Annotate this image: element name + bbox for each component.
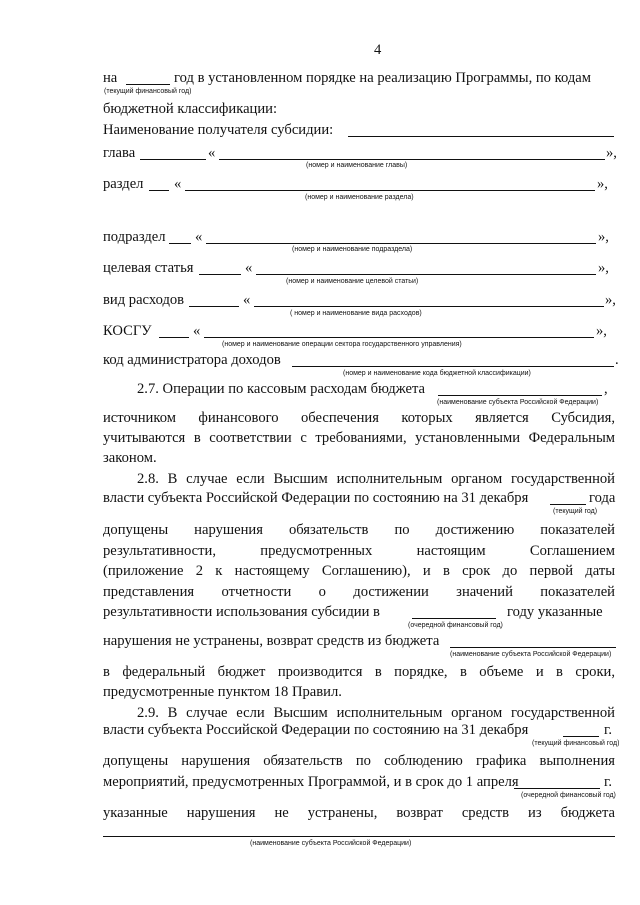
admin-label: код администратора доходов [103, 352, 281, 368]
p28-line2: власти субъекта Российской Федерации по состоянию на 31 декабря [103, 490, 529, 506]
p29-year-blank [563, 736, 599, 737]
p29-note-cur: (текущий финансовый год) [532, 740, 620, 747]
podrazdel-code-blank [169, 243, 191, 244]
podrazdel-close-quote: », [598, 229, 609, 245]
kosgu-open-quote: « [193, 323, 201, 339]
podrazdel-label: подраздел [103, 229, 166, 245]
razdel-label: раздел [103, 176, 144, 192]
note-current-fin-year: (текущий финансовый год) [104, 88, 192, 95]
vid-note: ( номер и наименование вида расходов) [290, 310, 422, 317]
p27-line2: источником финансового обеспечения которых является Субсидия, [103, 410, 615, 426]
p28-note-next: (очередной финансовый год) [408, 622, 503, 629]
line-na-post: год в установленном порядке на реализацию Программы, по кодам [174, 70, 591, 86]
kosgu-name-blank [204, 337, 594, 338]
p29-note-next: (очередной финансовый год) [521, 792, 616, 799]
celevaya-name-blank [256, 274, 596, 275]
p27-line3: учитываются в соответствии с требованиями, установленными Федеральным [103, 430, 615, 446]
p28-line6: представления отчетности о достижении значений показателей [103, 584, 615, 600]
recipient-blank [348, 136, 614, 137]
vid-name-blank [254, 306, 604, 307]
glava-note: (номер и наименование главы) [306, 162, 408, 169]
vid-close-quote: », [605, 292, 616, 308]
blank-current-year [126, 84, 170, 85]
recipient-label: Наименование получателя субсидии: [103, 122, 334, 138]
glava-code-blank [140, 159, 206, 160]
p28-line8: нарушения не устранены, возврат средств из бюджета [103, 633, 440, 649]
celevaya-label: целевая статья [103, 260, 194, 276]
p28-year-blank [550, 504, 586, 505]
vid-label: вид расходов [103, 292, 185, 308]
admin-blank [292, 366, 614, 367]
celevaya-note: (номер и наименование целевой статьи) [286, 278, 419, 285]
p29-line3: допущены нарушения обязательств по соблюдению графика выполнения [103, 753, 615, 769]
glava-open-quote: « [208, 145, 216, 161]
p27-line1-end: , [604, 381, 608, 397]
p29-line1: 2.9. В случае если Высшим исполнительным органом государственной [137, 705, 615, 721]
p28-line3: допущены нарушения обязательств по достижению показателей [103, 522, 615, 538]
p29-line2: власти субъекта Российской Федерации по состоянию на 31 декабря [103, 722, 529, 738]
razdel-code-blank [149, 190, 169, 191]
p29-line4: мероприятий, предусмотренных Программой, и в срок до 1 апреля [103, 774, 519, 790]
p27-subject-blank [438, 395, 602, 396]
p29-line2-end: г. [604, 722, 612, 738]
celevaya-code-blank [199, 274, 241, 275]
kosgu-note: (номер и наименование операции сектора государственного управления) [222, 341, 462, 348]
p29-note-subject: (наименование субъекта Российской Федерации) [250, 840, 412, 847]
p27-line1: 2.7. Операции по кассовым расходам бюджета [137, 381, 426, 397]
line-na-pre: на [103, 70, 118, 86]
p28-line10: предусмотренные пунктом 18 Правил. [103, 684, 342, 700]
p28-line2-end: года [589, 490, 616, 506]
p29-line5: указанные нарушения не устранены, возврат средств из бюджета [103, 805, 615, 821]
p28-subject-blank [450, 647, 616, 648]
vid-code-blank [189, 306, 239, 307]
p29-line4-end: г. [604, 774, 612, 790]
p27-line4: законом. [103, 450, 157, 466]
p28-next-year-blank [412, 618, 496, 619]
podrazdel-open-quote: « [195, 229, 203, 245]
podrazdel-name-blank [206, 243, 596, 244]
line-budget-classification: бюджетной классификации: [103, 101, 278, 117]
page-number: 4 [374, 42, 382, 58]
p28-line9: в федеральный бюджет производится в порядке, в объеме и в сроки, [103, 664, 615, 680]
razdel-note: (номер и наименование раздела) [305, 194, 414, 201]
celevaya-close-quote: », [598, 260, 609, 276]
glava-name-blank [219, 159, 605, 160]
p28-line1: 2.8. В случае если Высшим исполнительным органом государственной [137, 471, 615, 487]
celevaya-open-quote: « [245, 260, 253, 276]
p28-note-year: (текущий год) [553, 508, 598, 515]
p28-line5: (приложение 2 к настоящему Соглашению), и в срок до первой даты [103, 563, 615, 579]
p28-note-subject: (наименование субъекта Российской Федерации) [450, 651, 612, 658]
kosgu-label: КОСГУ [103, 323, 152, 339]
kosgu-code-blank [159, 337, 189, 338]
vid-open-quote: « [243, 292, 251, 308]
p28-line4: результативности, предусмотренных настоящим Соглашением [103, 543, 615, 559]
p28-line7b: году указанные [507, 604, 603, 620]
p29-next-year-blank [514, 788, 600, 789]
p29-subject-blank [103, 836, 615, 837]
glava-label: глава [103, 145, 136, 161]
kosgu-close-quote: », [596, 323, 607, 339]
admin-note: (номер и наименование кода бюджетной классификации) [343, 370, 531, 377]
razdel-close-quote: », [597, 176, 608, 192]
p27-note: (наименование субъекта Российской Федерации) [437, 399, 599, 406]
glava-close-quote: », [606, 145, 617, 161]
razdel-name-blank [185, 190, 595, 191]
p28-line7a: результативности использования субсидии в [103, 604, 380, 620]
podrazdel-note: (номер и наименование подраздела) [292, 246, 413, 253]
razdel-open-quote: « [174, 176, 182, 192]
admin-end: . [615, 352, 619, 368]
